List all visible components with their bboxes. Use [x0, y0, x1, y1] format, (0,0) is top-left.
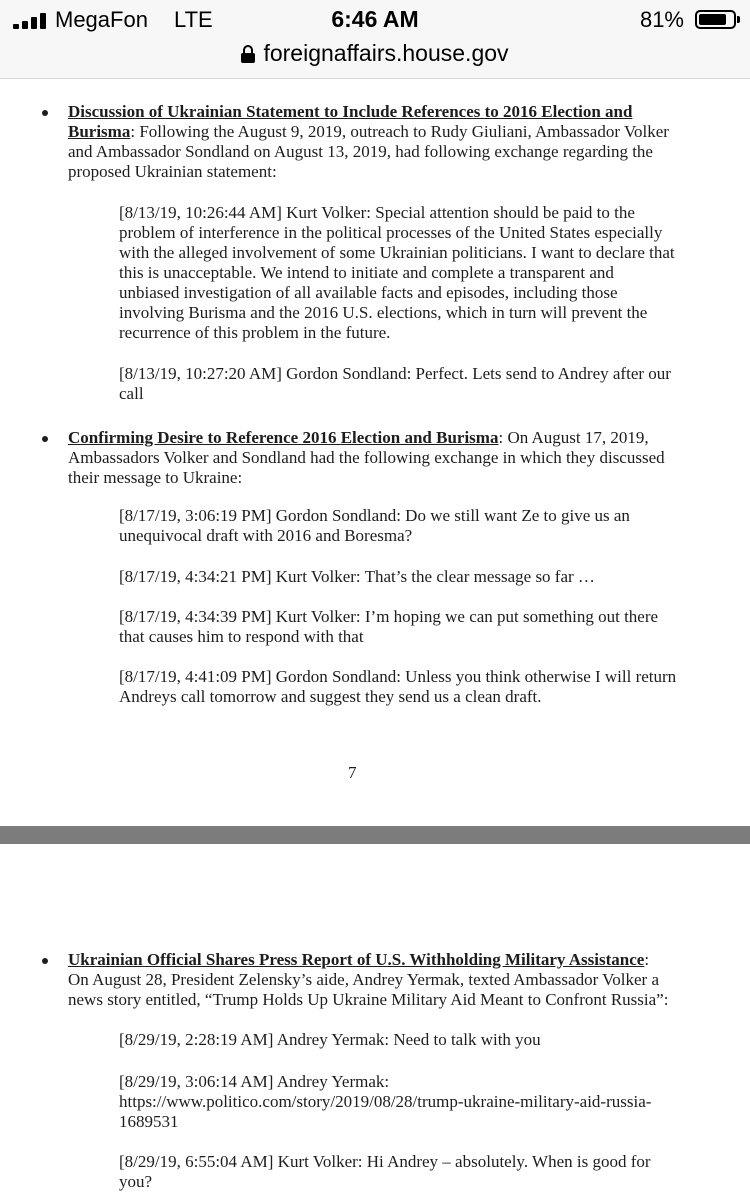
message-line: with the alleged involvement of some Ukrainian politicians. I want to declare that	[119, 243, 675, 262]
message-line: [8/17/19, 4:41:09 PM] Gordon Sondland: Unless you think otherwise I will return	[119, 667, 677, 686]
section-official-shares-report	[68, 950, 668, 1010]
section-confirming-desire	[68, 428, 665, 488]
battery-percent: 81%	[639, 7, 684, 32]
intro-text: On August 28, President Zelensky’s aide, Andrey Yermak, texted Ambassador Volker a	[68, 970, 659, 989]
intro-text: : On August 17, 2019,	[498, 428, 649, 447]
url-text: foreignaffairs.house.gov	[263, 40, 509, 66]
document-page-7	[0, 79, 750, 826]
message-line: Andreys call tomorrow and suggest they send us a clean draft.	[119, 687, 542, 706]
intro-text: news story entitled, “Trump Holds Up Ukraine Military Aid Meant to Confront Russia”:	[68, 990, 669, 1009]
message-line: that causes him to respond with that	[119, 627, 364, 646]
message-block	[119, 364, 671, 404]
message-block	[119, 567, 595, 587]
message-line: unbiased investigation of all available facts and episodes, including those	[119, 283, 618, 302]
message-block	[119, 203, 675, 343]
heading-colon: :	[644, 950, 650, 969]
message-line: [8/17/19, 4:34:39 PM] Kurt Volker: I’m hoping we can put something out there	[119, 607, 659, 626]
section-discussion-statement	[68, 102, 669, 182]
address-bar[interactable]	[0, 40, 750, 67]
network-type: LTE	[174, 7, 213, 32]
lock-icon	[241, 45, 255, 63]
bullet-icon	[42, 436, 48, 442]
message-line: unequivocal draft with 2016 and Boresma?	[119, 526, 413, 545]
message-block	[119, 667, 676, 707]
intro-text: : Following the August 9, 2019, outreach to Rudy Giuliani, Ambassador Volker	[130, 122, 669, 141]
section-heading: Discussion of Ukrainian Statement to Include References to 2016 Election and	[68, 102, 633, 121]
page-separator	[0, 826, 750, 844]
carrier-name: MegaFon	[55, 7, 148, 32]
section-heading-cont: Burisma	[68, 122, 131, 141]
section-heading: Confirming Desire to Reference 2016 Election and Burisma	[68, 428, 499, 447]
bullet-icon	[42, 110, 48, 116]
status-bar	[0, 0, 750, 79]
message-line: [8/17/19, 3:06:19 PM] Gordon Sondland: Do we still want Ze to give us an	[119, 506, 630, 525]
message-block	[119, 607, 658, 647]
clock: 6:46 AM	[331, 6, 419, 32]
intro-text: proposed Ukrainian statement:	[68, 162, 277, 181]
section-heading: Ukrainian Official Shares Press Report of U.S. Withholding Military Assistance	[68, 950, 645, 969]
intro-text: and Ambassador Sondland on August 13, 2019, had following exchange regarding the	[68, 142, 653, 161]
message-line: [8/13/19, 10:26:44 AM] Kurt Volker: Special attention should be paid to the	[119, 203, 635, 222]
message-line: involving Burisma and the 2016 U.S. elections, which in turn will prevent the	[119, 303, 648, 322]
intro-text: their message to Ukraine:	[68, 468, 243, 487]
link-text[interactable]: https://www.politico.com/story/2019/08/28/trump-ukraine-military-aid-russia-	[119, 1092, 652, 1111]
message-block	[119, 1152, 651, 1192]
message-line: recurrence of this problem in the future.	[119, 323, 391, 342]
message-line: [8/13/19, 10:27:20 AM] Gordon Sondland: Perfect. Lets send to Andrey after our	[119, 364, 671, 383]
message-block	[119, 1072, 651, 1132]
message-line: you?	[119, 1172, 153, 1191]
message-block	[119, 506, 630, 546]
message-line: [8/17/19, 4:34:21 PM] Kurt Volker: That’s the clear message so far …	[119, 567, 595, 586]
battery-icon	[695, 10, 736, 29]
link-text[interactable]: 1689531	[119, 1112, 179, 1131]
intro-text: Ambassadors Volker and Sondland had the following exchange in which they discussed	[68, 448, 665, 467]
message-line: problem of interference in the political processes of the United States especially	[119, 223, 663, 242]
message-line: call	[119, 384, 144, 403]
message-block	[119, 1030, 541, 1050]
bullet-icon	[42, 958, 48, 964]
document-page-8	[0, 844, 750, 1200]
message-line: [8/29/19, 2:28:19 AM] Andrey Yermak: Need to talk with you	[119, 1030, 541, 1049]
message-line: this is unacceptable. We intend to initiate and complete a transparent and	[119, 263, 614, 282]
page-number: 7	[348, 763, 357, 782]
message-line: [8/29/19, 6:55:04 AM] Kurt Volker: Hi Andrey – absolutely. When is good for	[119, 1152, 651, 1171]
message-line: [8/29/19, 3:06:14 AM] Andrey Yermak:	[119, 1072, 390, 1091]
